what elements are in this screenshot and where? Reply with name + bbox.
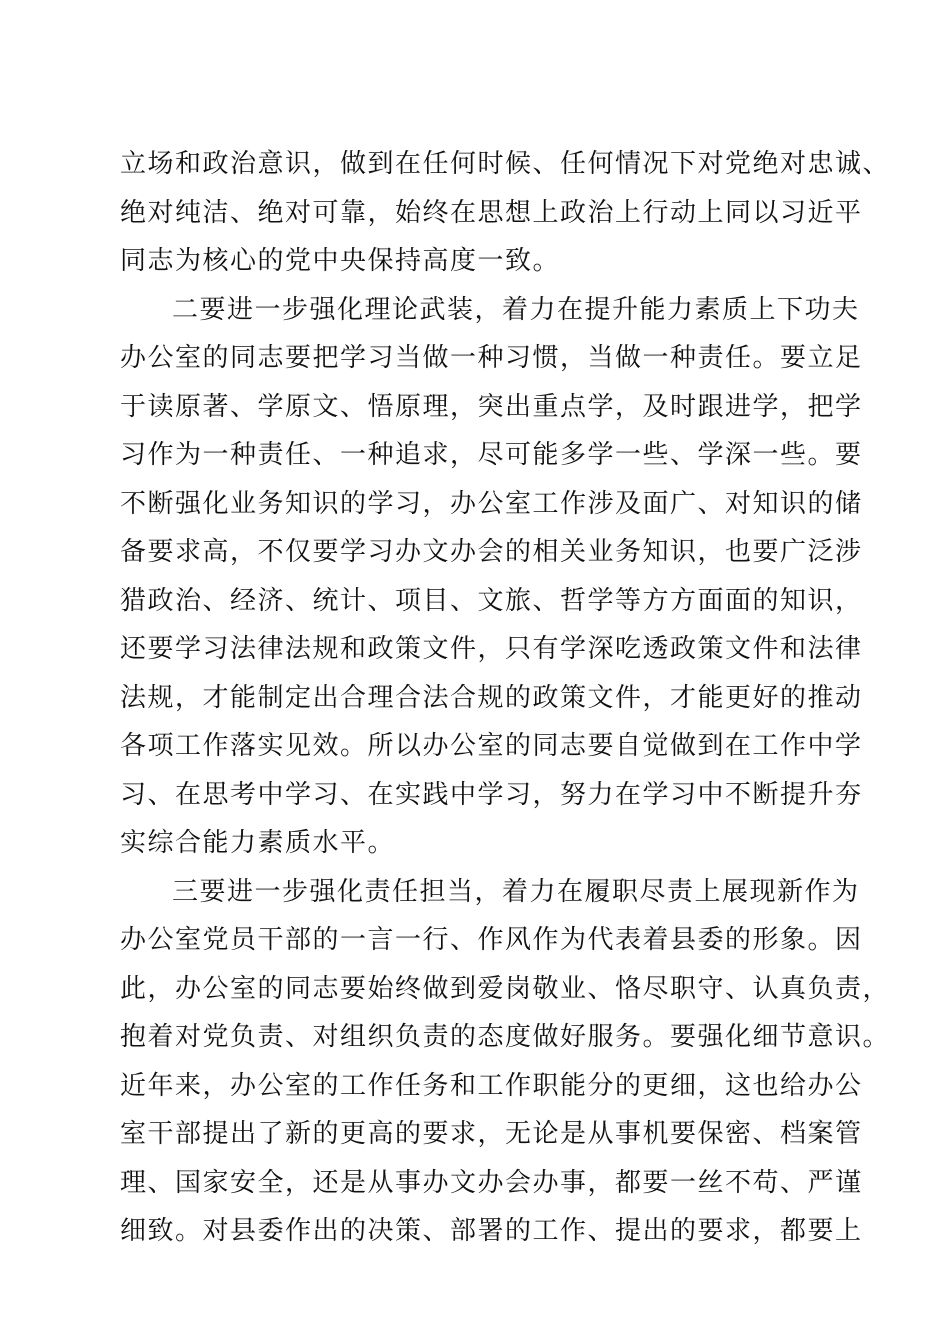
section-heading-line: 三要进一步强化责任担当，着力在履职尽责上展现新作为 <box>172 876 860 907</box>
text-line: 绝对纯洁、绝对可靠，始终在思想上政治上行动上同以习近平 <box>120 197 863 228</box>
body-text <box>120 140 891 1256</box>
text-line: 近年来，办公室的工作任务和工作职能分的更细，这也给办公 <box>120 1070 863 1101</box>
text-line: 习作为一种责任、一种追求，尽可能多学一些、学深一些。要 <box>120 440 863 470</box>
text-line: 习、在思考中学习、在实践中学习，努力在学习中不断提升夯 <box>120 779 863 810</box>
text-line: 实综合能力素质水平。 <box>120 828 396 858</box>
text-line: 法规，才能制定出合理合法合规的政策文件，才能更好的推动 <box>120 682 863 713</box>
text-line: 各项工作落实见效。所以办公室的同志要自觉做到在工作中学 <box>120 731 863 761</box>
section-heading-line: 二要进一步强化理论武装，着力在提升能力素质上下功夫 <box>172 294 860 325</box>
text-line: 同志为核心的党中央保持高度一致。 <box>120 246 561 276</box>
text-line: 立场和政治意识，做到在任何时候、任何情况下对党绝对忠诚、 <box>120 149 891 179</box>
text-line: 还要学习法律法规和政策文件，只有学深吃透政策文件和法律 <box>120 634 863 664</box>
text-line: 办公室党员干部的一言一行、作风作为代表着县委的形象。因 <box>120 925 863 955</box>
text-line: 猎政治、经济、统计、项目、文旅、哲学等方方面面的知识， <box>120 585 863 616</box>
text-line: 备要求高，不仅要学习办文办会的相关业务知识，也要广泛涉 <box>120 537 863 567</box>
text-line: 抱着对党负责、对组织负责的态度做好服务。要强化细节意识。 <box>120 1022 891 1052</box>
text-line: 此，办公室的同志要始终做到爱岗敬业、恪尽职守、认真负责， <box>120 973 891 1004</box>
text-line: 细致。对县委作出的决策、部署的工作、提出的要求，都要上 <box>120 1216 863 1246</box>
text-line: 理、国家安全，还是从事办文办会办事，都要一丝不苟、严谨 <box>120 1167 863 1198</box>
text-line: 室干部提出了新的更高的要求，无论是从事机要保密、档案管 <box>120 1119 863 1149</box>
text-line: 办公室的同志要把学习当做一种习惯，当做一种责任。要立足 <box>120 343 863 373</box>
text-line: 于读原著、学原文、悟原理，突出重点学，及时跟进学，把学 <box>120 391 863 422</box>
text-line: 不断强化业务知识的学习，办公室工作涉及面广、对知识的储 <box>120 488 863 519</box>
